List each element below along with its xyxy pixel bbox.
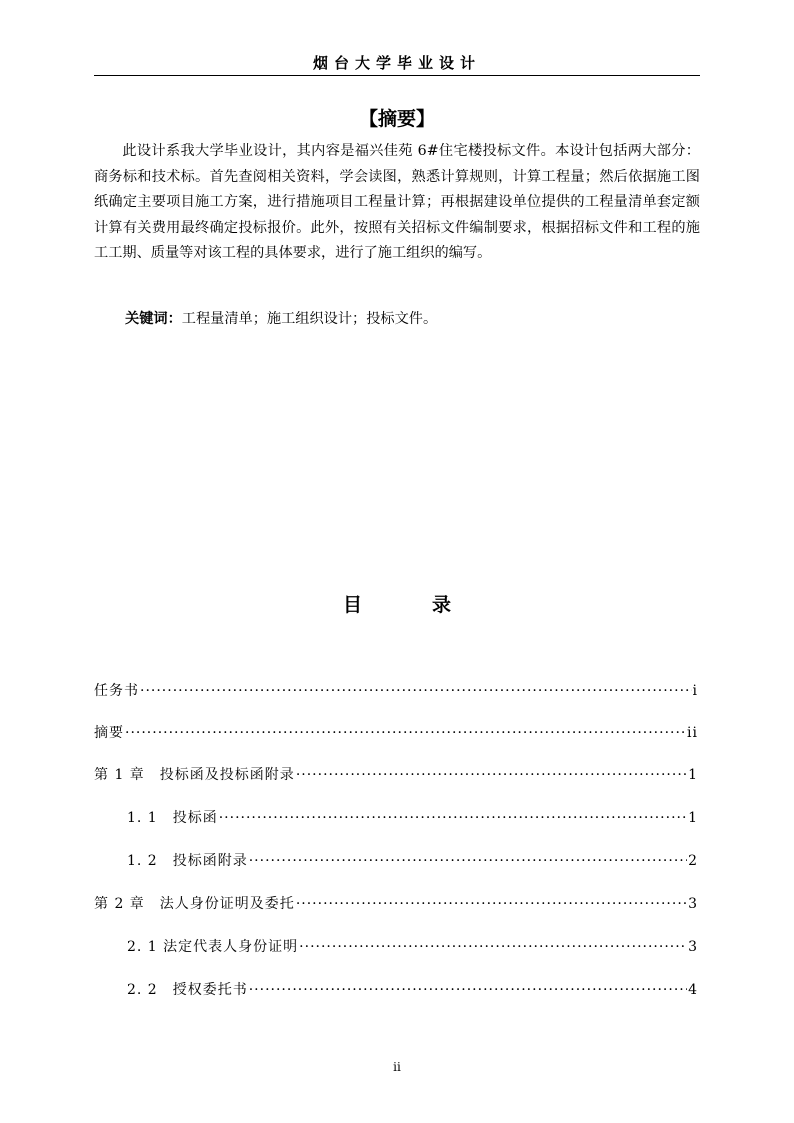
toc-leader bbox=[249, 853, 687, 869]
toc-entry-label: 摘要 bbox=[94, 725, 124, 741]
toc-entry-page: 1 bbox=[688, 767, 698, 783]
toc-leader bbox=[140, 683, 692, 699]
toc-leader bbox=[299, 939, 687, 955]
toc-heading-right: 录 bbox=[432, 594, 452, 616]
toc-leader bbox=[249, 982, 687, 998]
toc-heading bbox=[0, 590, 794, 617]
toc-entry[interactable] bbox=[127, 807, 698, 827]
toc-entry-page: 2 bbox=[688, 853, 698, 869]
toc-entry[interactable] bbox=[94, 722, 698, 742]
toc-entry[interactable] bbox=[94, 893, 698, 913]
toc-entry[interactable] bbox=[94, 680, 698, 700]
toc-entry[interactable] bbox=[127, 979, 698, 999]
toc-entry[interactable] bbox=[127, 850, 698, 870]
keywords-label: 关键词： bbox=[125, 311, 182, 327]
toc-leader bbox=[125, 725, 686, 741]
toc-leader bbox=[296, 896, 687, 912]
toc-entry-label: 2. 1 法定代表人身份证明 bbox=[127, 939, 299, 955]
toc-heading-left: 目 bbox=[342, 594, 362, 616]
toc-entry-page: 1 bbox=[688, 810, 698, 826]
toc-entry-label: 1. 1 投标函 bbox=[127, 810, 218, 826]
toc-entry-label: 2. 2 授权委托书 bbox=[127, 982, 248, 998]
toc-leader bbox=[219, 810, 687, 826]
toc-entry-label: 第 1 章 投标函及投标函附录 bbox=[94, 767, 295, 783]
toc-entry-page: 3 bbox=[688, 896, 698, 912]
toc-entry-page: 4 bbox=[688, 982, 698, 998]
keywords-line bbox=[125, 308, 437, 328]
toc-entry-label: 任务书 bbox=[94, 683, 139, 699]
toc-entry[interactable] bbox=[127, 936, 698, 956]
toc-entry-page: i bbox=[692, 683, 698, 699]
document-header-title: 烟台大学毕业设计 bbox=[312, 54, 481, 72]
toc-entry[interactable] bbox=[94, 764, 698, 784]
toc-entry-label: 第 2 章 法人身份证明及委托 bbox=[94, 896, 295, 912]
toc-entry-page: ii bbox=[687, 725, 698, 741]
abstract-heading: 【摘要】 bbox=[358, 108, 435, 130]
keywords-text: 工程量清单；施工组织设计；投标文件。 bbox=[181, 311, 438, 327]
header-divider bbox=[94, 75, 700, 76]
toc-entry-label: 1. 2 投标函附录 bbox=[127, 853, 248, 869]
page-number: ii bbox=[393, 1060, 401, 1074]
toc-entry-page: 3 bbox=[688, 939, 698, 955]
abstract-body: 此设计系我大学毕业设计，其内容是福兴佳苑 6#住宅楼投标文件。本设计包括两大部分：商务标和技术标。首先查阅相关资料，学会读图，熟悉计算规则，计算工程量；然后依据施工图纸确定主要项目施工方案，进行措施项目工程量计算；再根据建设单位提供的工程量清单套定额计算有关费用最终确定投标报价。此外，按照有关招标文件编制要求，根据招标文件和工程的施工工期、质量等对该工程的具体要求，进行了施工组织的编写。 bbox=[94, 143, 700, 261]
toc-leader bbox=[296, 767, 687, 783]
